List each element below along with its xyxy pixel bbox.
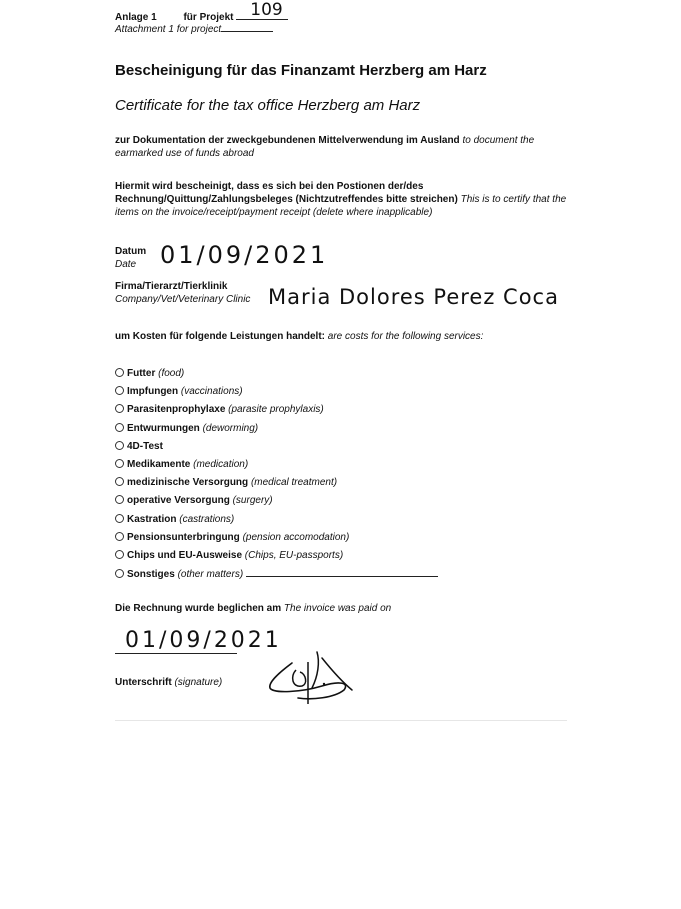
services-intro: um Kosten für folgende Leistungen handelt: are costs for the following services:	[115, 331, 484, 342]
service-item-vaccinations: Impfungen (vaccinations)	[115, 383, 438, 401]
paid-date-line	[115, 653, 237, 654]
company-value: Maria Dolores Perez Coca	[268, 285, 559, 309]
service-item-medication: Medikamente (medication)	[115, 456, 438, 474]
date-label: Datum Date	[115, 246, 147, 270]
paid-date-value: 01/09/2021	[125, 628, 282, 653]
service-item-parasite-prophylaxis: Parasitenprophylaxe (parasite prophylaxis)	[115, 401, 438, 419]
checkbox-circle-icon	[115, 404, 124, 413]
checkbox-circle-icon	[115, 477, 124, 486]
checkbox-circle-icon	[115, 441, 124, 450]
signature-label: Unterschrift (signature)	[115, 677, 223, 688]
checkbox-circle-icon	[115, 569, 124, 578]
service-item-chips: Chips und EU-Ausweise (Chips, EU-passports)	[115, 547, 438, 565]
project-number-line	[236, 0, 288, 20]
service-item-surgery: operative Versorgung (surgery)	[115, 492, 438, 510]
service-item-deworming: Entwurmungen (deworming)	[115, 420, 438, 438]
checkbox-circle-icon	[115, 368, 124, 377]
checkbox-circle-icon	[115, 514, 124, 523]
bottom-divider	[115, 720, 567, 721]
purpose-text: zur Dokumentation der zweckgebundenen Mittelverwendung im Ausland to document the earmarked use of funds abroad	[115, 135, 535, 159]
company-label: Firma/Tierarzt/Tierklinik Company/Vet/Veterinary Clinic	[115, 281, 251, 305]
checkbox-circle-icon	[115, 550, 124, 559]
checkbox-circle-icon	[115, 495, 124, 504]
handwritten-signature-icon	[262, 648, 362, 710]
title-en: Certificate for the tax office Herzberg am Harz	[115, 97, 421, 114]
checkbox-circle-icon	[115, 532, 124, 541]
checkbox-circle-icon	[115, 459, 124, 468]
checkbox-circle-icon	[115, 386, 124, 395]
service-item-medical-treatment: medizinische Versorgung (medical treatment)	[115, 474, 438, 492]
certify-text: Hiermit wird bescheinigt, dass es sich bei den Postionen der/des Rechnung/Quittung/Zahlungsbeleges (Nichtzutreffendes bitte streichen) This is to certify that the items on the invoice/receipt/payment receipt (delete where inapplicable)	[115, 181, 567, 218]
service-item-food: Futter (food)	[115, 365, 438, 383]
paid-text: Die Rechnung wurde beglichen am The invoice was paid on	[115, 603, 392, 614]
services-list	[115, 365, 438, 583]
checkbox-circle-icon	[115, 423, 124, 432]
project-number: 109	[250, 0, 283, 20]
project-label: für Projekt	[183, 12, 234, 23]
service-item-4d-test: 4D-Test	[115, 438, 438, 456]
service-item-pension: Pensionsunterbringung (pension accomodation)	[115, 529, 438, 547]
title-de: Bescheinigung für das Finanzamt Herzberg am Harz	[115, 62, 487, 79]
service-item-other: Sonstiges (other matters)	[115, 565, 438, 583]
attachment-header-en: Attachment 1 for project	[115, 20, 273, 35]
service-item-castrations: Kastration (castrations)	[115, 511, 438, 529]
other-matters-line	[246, 565, 438, 577]
date-value: 01/09/2021	[160, 241, 329, 269]
attachment-label: Anlage 1	[115, 12, 157, 23]
